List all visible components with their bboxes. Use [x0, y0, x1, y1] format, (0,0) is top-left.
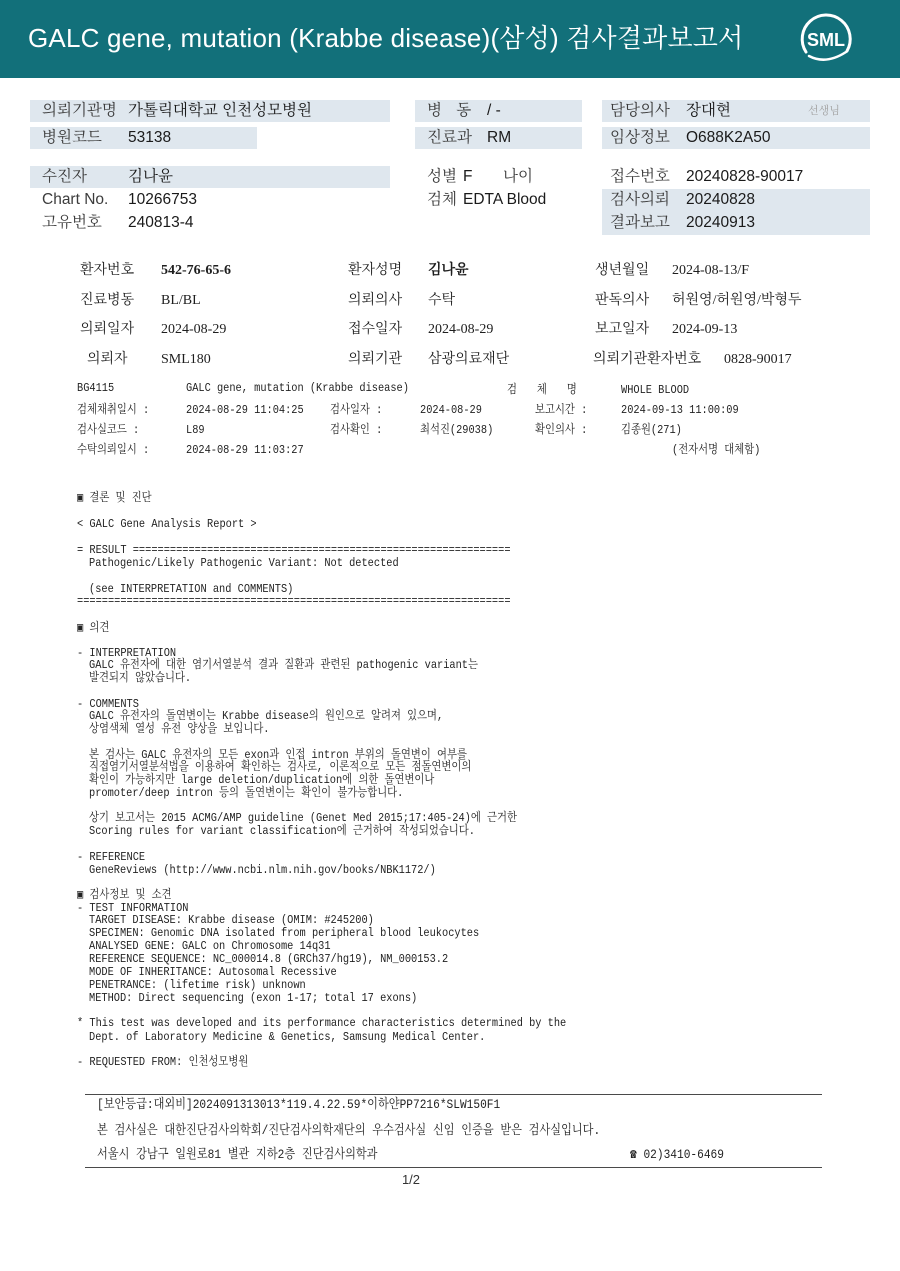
comments-line: 확인이 가능하지만 large deletion/duplication에 의한 돌연변이나 — [89, 773, 435, 787]
patient-table-label: 의뢰기관환자번호 — [593, 352, 702, 367]
hospital-code-value: 53138 — [128, 129, 172, 146]
footer-rule-top — [85, 1094, 822, 1095]
test-info-line: SPECIMEN: Genomic DNA isolated from peripheral blood leukocytes — [89, 926, 480, 940]
patient-table-value: SML180 — [161, 352, 211, 367]
sex-label: 성별 — [427, 168, 457, 185]
report-time-value: 2024-09-13 11:00:09 — [621, 403, 739, 417]
doctor-label: 담당의사 — [610, 102, 670, 119]
clinical-info-value: O688K2A50 — [686, 129, 771, 146]
reference-text: GeneReviews (http://www.ncbi.nlm.nih.gov/books/NBK1172/) — [89, 863, 436, 877]
test-info-line: TARGET DISEASE: Krabbe disease (OMIM: #245200) — [89, 913, 374, 927]
patient-table-label: 판독의사 — [595, 293, 650, 308]
verified-by-label: 검사확인 : — [330, 423, 383, 437]
comments-line: 본 검사는 GALC 유전자의 모든 exon과 인접 intron 부위의 돌연변이 여부를 — [89, 748, 467, 762]
clinical-info-label: 임상정보 — [610, 129, 670, 146]
patient-table-label: 진료병동 — [80, 293, 135, 308]
collected-label: 검체채취일시 : — [77, 403, 150, 417]
footer-rule-bottom — [85, 1167, 822, 1168]
opinion-heading: ▣ 의견 — [77, 621, 110, 635]
chart-no-label: Chart No. — [42, 191, 109, 208]
lab-phone: ☎ 02)3410-6469 — [630, 1147, 724, 1162]
patient-table-label: 보고일자 — [595, 322, 650, 337]
patient-table-value: 허원영/허원영/박형두 — [672, 293, 802, 308]
test-date-value: 2024-08-29 — [420, 403, 482, 417]
report-date-value: 20240913 — [686, 214, 755, 231]
test-info-line: REFERENCE SEQUENCE: NC_000014.8 (GRCh37/hg19), NM_000153.2 — [89, 952, 449, 966]
department-label: 진료과 — [427, 129, 472, 146]
result-see-note: (see INTERPRETATION and COMMENTS) — [89, 582, 294, 596]
conclusion-heading: ▣ 결론 및 진단 — [77, 491, 152, 505]
result-rule-bottom: ====================================================================== — [77, 594, 511, 608]
test-info-heading: ▣ 검사정보 및 소견 — [77, 888, 172, 902]
reference-heading: - REFERENCE — [77, 850, 146, 864]
patient-table-value: BL/BL — [161, 293, 201, 308]
patient-label: 수진자 — [42, 168, 87, 185]
unique-no-label: 고유번호 — [42, 214, 102, 231]
unique-no-value: 240813-4 — [128, 214, 194, 231]
specimen-label: 검체 — [427, 191, 457, 208]
logo-text: SML — [807, 30, 845, 50]
comments-line: 상기 보고서는 2015 ACMG/AMP guideline (Genet Med 2015;17:405-24)에 근거한 — [89, 811, 517, 825]
security-line: [보안등급:대외비]2024091313013*119.4.22.59*이하얀PP7216*SLW150F1 — [97, 1097, 501, 1112]
patient-table-value: 2024-09-13 — [672, 322, 738, 337]
patient-table-value: 0828-90017 — [724, 352, 792, 367]
comments-line: Scoring rules for variant classification에 근거하여 작성되었습니다. — [89, 824, 475, 838]
specimen-name-value: WHOLE BLOOD — [621, 383, 690, 397]
institution-value: 가톨릭대학교 인천성모병원 — [128, 102, 312, 119]
test-info-line: METHOD: Direct sequencing (exon 1-17; total 17 exons) — [89, 991, 418, 1005]
test-info-line: ANALYSED GENE: GALC on Chromosome 14q31 — [89, 939, 331, 953]
confirm-doctor-value: 김종원(271) — [621, 423, 682, 437]
specimen-value: EDTA Blood — [463, 191, 547, 208]
lab-code-value: L89 — [186, 423, 205, 437]
result-rule-top: = RESULT ============================================================= — [77, 543, 511, 557]
specimen-name-label: 검 체 명 — [507, 383, 577, 397]
patient-table-value: 2024-08-29 — [161, 322, 227, 337]
comments-line: 상염색체 열성 유전 양상을 보입니다. — [89, 722, 270, 736]
patient-table-value: 김나윤 — [428, 263, 469, 278]
comments-line: GALC 유전자의 돌연변이는 Krabbe disease의 원인으로 알려져 있으며, — [89, 709, 444, 723]
patient-table-label: 의뢰기관 — [348, 352, 403, 367]
disclaimer-line: * This test was developed and its performance characteristics determined by the — [77, 1016, 567, 1030]
interpretation-heading: - INTERPRETATION — [77, 646, 177, 660]
hospital-code-label: 병원코드 — [42, 129, 102, 146]
report-date-label: 결과보고 — [610, 214, 670, 231]
test-info-line: MODE OF INHERITANCE: Autosomal Recessive — [89, 965, 337, 979]
patient-table-value: 2024-08-29 — [428, 322, 494, 337]
report-title: GALC gene, mutation (Krabbe disease)(삼성) 검사결과보고서 — [28, 23, 744, 53]
sml-logo — [796, 11, 856, 67]
disclaimer-line: Dept. of Laboratory Medicine & Genetics, Samsung Medical Center. — [89, 1030, 486, 1044]
patient-table-label: 의뢰일자 — [80, 322, 135, 337]
report-subtitle: < GALC Gene Analysis Report > — [77, 517, 257, 531]
confirm-doctor-label: 확인의사 : — [535, 423, 588, 437]
patient-table-value: 542-76-65-6 — [161, 263, 231, 278]
result-line: Pathogenic/Likely Pathogenic Variant: Not detected — [89, 556, 399, 570]
patient-table-value: 수탁 — [428, 293, 456, 308]
test-info-subheading: - TEST INFORMATION — [77, 901, 189, 915]
verified-by-value: 최석진(29038) — [420, 423, 494, 437]
institution-label: 의뢰기관명 — [42, 102, 117, 119]
patient-table-label: 생년월일 — [595, 263, 650, 278]
lab-code-label: 검사실코드 : — [77, 423, 140, 437]
request-date-label: 검사의뢰 — [610, 191, 670, 208]
consigned-label: 수탁의뢰일시 : — [77, 443, 150, 457]
comments-line: 직접염기서열분석법을 이용하여 확인하는 검사로, 이론적으로 모든 점돌연변이의 — [89, 760, 472, 774]
interpretation-line: 발견되지 않았습니다. — [89, 671, 192, 685]
consigned-value: 2024-08-29 11:03:27 — [186, 443, 304, 457]
requested-from: - REQUESTED FROM: 인천성모병원 — [77, 1055, 249, 1069]
patient-value: 김나윤 — [128, 168, 173, 185]
sex-value: F — [463, 168, 473, 185]
test-info-line: PENETRANCE: (lifetime risk) unknown — [89, 978, 306, 992]
chart-no-value: 10266753 — [128, 191, 197, 208]
receipt-no-label: 접수번호 — [610, 168, 670, 185]
lab-address: 서울시 강남구 일원로81 별관 지하2층 진단검사의학과 — [97, 1147, 378, 1162]
collected-value: 2024-08-29 11:04:25 — [186, 403, 304, 417]
test-code: BG4115 — [77, 381, 115, 395]
esign-note: (전자서명 대체함) — [672, 443, 761, 457]
page-number: 1/2 — [401, 1172, 421, 1187]
ward-value: / - — [487, 102, 501, 119]
patient-table-label: 의뢰의사 — [348, 293, 403, 308]
patient-table-value: 2024-08-13/F — [672, 263, 749, 278]
patient-table-label: 환자번호 — [80, 263, 135, 278]
report-time-label: 보고시간 : — [535, 403, 588, 417]
patient-table-value: 삼광의료재단 — [428, 352, 510, 367]
test-name: GALC gene, mutation (Krabbe disease) — [186, 381, 409, 395]
patient-table-label: 접수일자 — [348, 322, 403, 337]
comments-heading: - COMMENTS — [77, 697, 139, 711]
request-date-value: 20240828 — [686, 191, 755, 208]
age-label: 나이 — [503, 168, 533, 185]
comments-line: promoter/deep intron 등의 돌연변이는 확인이 불가능합니다. — [89, 786, 404, 800]
doctor-suffix: 선생님 — [808, 105, 840, 117]
certification-line: 본 검사실은 대한진단검사의학회/진단검사의학재단의 우수검사실 신임 인증을 받은 검사실입니다. — [97, 1123, 601, 1138]
doctor-value: 장대현 — [686, 102, 731, 119]
report-header — [0, 0, 900, 78]
department-value: RM — [487, 129, 512, 146]
ward-label: 병 동 — [427, 102, 472, 119]
receipt-no-value: 20240828-90017 — [686, 168, 804, 185]
interpretation-line: GALC 유전자에 대한 염기서열분석 결과 질환과 관련된 pathogenic variant는 — [89, 658, 478, 672]
test-date-label: 검사일자 : — [330, 403, 383, 417]
patient-table-label: 의뢰자 — [87, 352, 128, 367]
patient-table-label: 환자성명 — [348, 263, 403, 278]
